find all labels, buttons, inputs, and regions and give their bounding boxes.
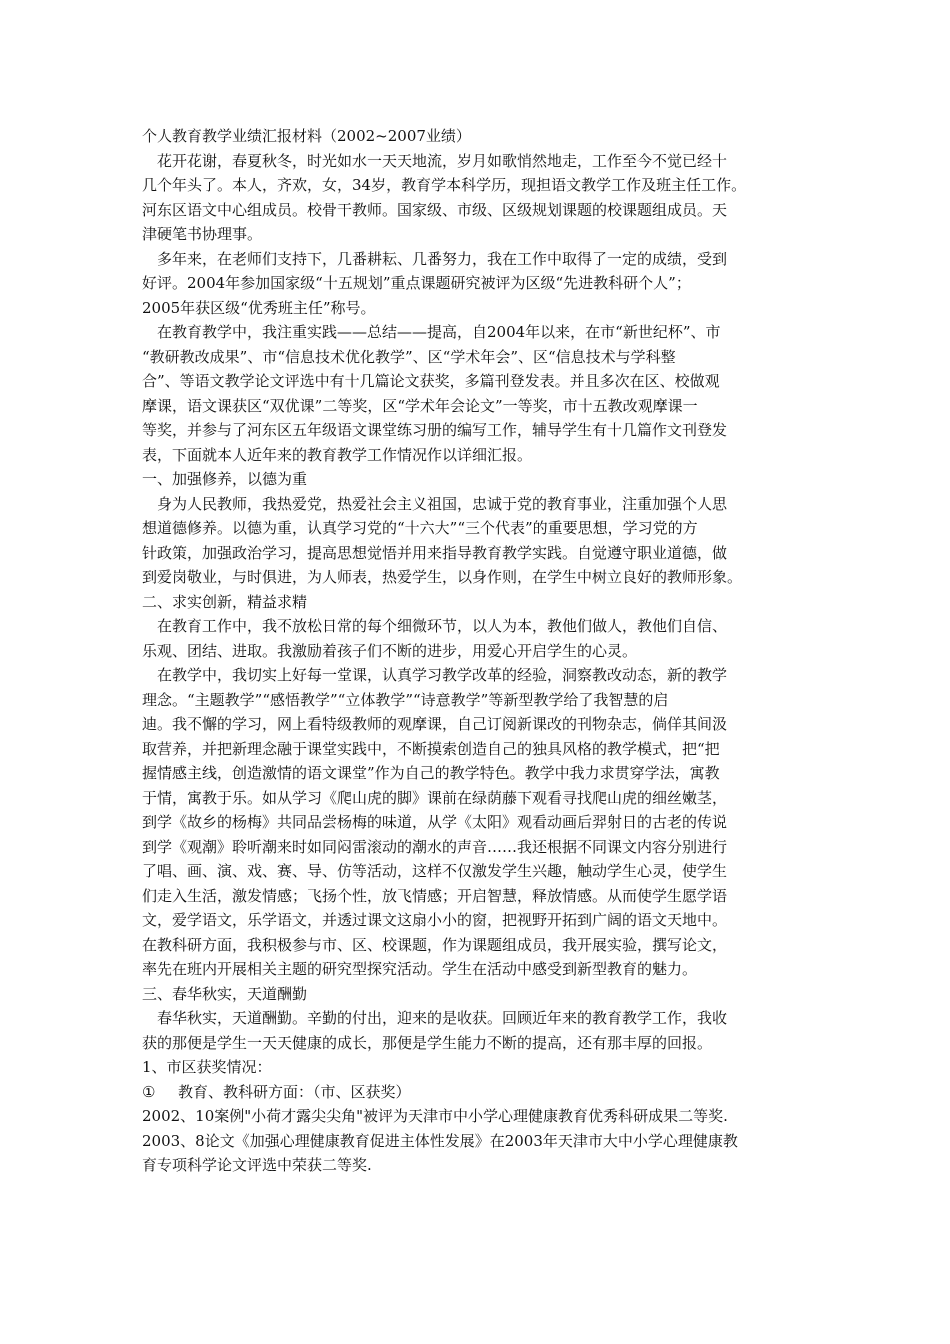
list-item bbox=[142, 1080, 810, 1105]
award-lines bbox=[142, 1104, 810, 1178]
text-line: 迪。我不懈的学习，网上看特级教师的观摩课，自己订阅新课改的刊物杂志，倘佯其间汲 bbox=[142, 715, 728, 733]
text-line: 好评。2004年参加国家级“十五规划”重点课题研究被评为区级“先进教科研个人”； bbox=[142, 274, 691, 292]
text-line: 二、求实创新，精益求精 bbox=[142, 592, 308, 611]
text-line: 在教科研方面，我积极参与市、区、校课题，作为课题组成员，我开展实验，撰写论文， bbox=[142, 935, 728, 954]
text-line: 表，下面就本人近年来的教育教学工作情况作以详细汇报。 bbox=[142, 445, 533, 464]
text-line: 几个年头了。本人，齐欢，女，34岁，教育学本科学历，现担语文教学工作及班主任工作。 bbox=[142, 176, 747, 194]
document-title: 个人教育教学业绩汇报材料（2002~2007业绩） bbox=[142, 127, 471, 145]
text-line: 育专项科学论文评选中荣获二等奖. bbox=[142, 1156, 372, 1174]
text-line: 乐观、团结、进取。我激励着孩子们不断的进步，用爱心开启学生的心灵。 bbox=[142, 641, 638, 660]
text-line: 到学《故乡的杨梅》共同品尝杨梅的味道，从学《太阳》观看动画后羿射日的古老的传说 bbox=[142, 813, 728, 831]
text-line: 津硬笔书协理事。 bbox=[142, 225, 263, 243]
document-body bbox=[142, 124, 810, 1178]
text-line: 2002、10案例"小荷才露尖尖角"被评为天津市中小学心理健康教育优秀科研成果二等奖. bbox=[142, 1107, 728, 1125]
text-line: 们走入生活，激发情感；飞扬个性，放飞情感；开启智慧，释放情感。从而使学生愿学语 bbox=[142, 886, 728, 905]
text-line: 三、春华秋实，天道酬勤 bbox=[142, 984, 308, 1003]
text-line: 针政策，加强政治学习，提高思想觉悟并用来指导教育教学实践。自觉遵守职业道德，做 bbox=[142, 543, 728, 562]
paragraph-lines bbox=[142, 149, 810, 1080]
text-line: 摩课，语文课获区“双优课”二等奖，区“学术年会论文”一等奖，市十五教改观摩课一 bbox=[142, 396, 698, 415]
text-line: 文，爱学语文，乐学语文，并透过课文这扇小小的窗，把视野开拓到广阔的语文天地中。 bbox=[142, 911, 728, 929]
text-line: 在教育工作中，我不放松日常的每个细微环节，以人为本，教他们做人，教他们自信、 bbox=[157, 617, 728, 635]
text-line: 握情感主线，创造激情的语文课堂”作为自己的教学特色。教学中我力求贯穿学法，寓教 bbox=[142, 764, 720, 782]
text-line: 1、市区获奖情况： bbox=[142, 1058, 272, 1076]
text-line: 到爱岗敬业，与时俱进，为人师表，热爱学生，以身作则，在学生中树立良好的教师形象。 bbox=[142, 568, 743, 586]
text-line: 在教学中，我切实上好每一堂课，认真学习教学改革的经验，洞察教改动态，新的教学 bbox=[157, 666, 728, 684]
text-line: “教研教改成果”、市“信息技术优化教学”、区“学术年会”、区“信息技术与学科整 bbox=[142, 347, 676, 366]
text-line: 合”、等语文教学论文评选中有十几篇论文获奖，多篇刊登发表。并且多次在区、校做观 bbox=[142, 372, 720, 390]
text-line: 花开花谢，春夏秋冬，时光如水一天天地流，岁月如歌悄然地走，工作至今不觉已经十 bbox=[157, 151, 728, 170]
text-line: 多年来，在老师们支持下，几番耕耘、几番努力，我在工作中取得了一定的成绩，受到 bbox=[157, 249, 728, 268]
text-line: 率先在班内开展相关主题的研究型探究活动。学生在活动中感受到新型教育的魅力。 bbox=[142, 960, 698, 978]
text-line: 河东区语文中心组成员。校骨干教师。国家级、市级、区级规划课题的校课题组成员。天 bbox=[142, 200, 728, 219]
text-line: 春华秋实，天道酬勤。辛勤的付出，迎来的是收获。回顾近年来的教育教学工作，我收 bbox=[157, 1009, 728, 1027]
text-line: 2005年获区级“优秀班主任”称号。 bbox=[142, 298, 376, 317]
text-line: 想道德修养。以德为重，认真学习党的“十六大”“三个代表”的重要思想，学习党的方 bbox=[142, 519, 698, 537]
text-line: 获的那便是学生一天天健康的成长，那便是学生能力不断的提高，还有那丰厚的回报。 bbox=[142, 1033, 713, 1052]
text-line: 一、加强修养，以德为重 bbox=[142, 470, 308, 488]
text-line: 在教育教学中，我注重实践——总结——提高，自2004年以来，在市“新世纪杯”、市 bbox=[157, 323, 721, 341]
text-line: 于情，寓教于乐。如从学习《爬山虎的脚》课前在绿荫藤下观看寻找爬山虎的细丝嫩茎， bbox=[142, 788, 728, 807]
text-line: 到学《观潮》聆听潮来时如同闷雷滚动的潮水的声音……我还根据不同课文内容分别进行 bbox=[142, 837, 728, 856]
list-item-text: 教育、教科研方面：（市、区获奖） bbox=[178, 1082, 411, 1101]
text-line: 等奖，并参与了河东区五年级语文课堂练习册的编写工作，辅导学生有十几篇作文刊登发 bbox=[142, 421, 728, 439]
text-line: 身为人民教师，我热爱党，热爱社会主义祖国，忠诚于党的教育事业，注重加强个人思 bbox=[157, 494, 728, 513]
list-item-number: ① bbox=[142, 1082, 156, 1101]
text-line: 2003、8论文《加强心理健康教育促进主体性发展》在2003年天津市大中小学心理健康教 bbox=[142, 1131, 738, 1150]
text-line: 理念。“主题教学”“感悟教学”“立体教学”“诗意教学”等新型教学给了我智慧的启 bbox=[142, 690, 669, 709]
text-line: 了唱、画、演、戏、赛、导、仿等活动，这样不仅激发学生兴趣，触动学生心灵，使学生 bbox=[142, 862, 728, 880]
text-line: 取营养，并把新理念融于课堂实践中，不断摸索创造自己的独具风格的教学模式，把“把 bbox=[142, 739, 720, 758]
